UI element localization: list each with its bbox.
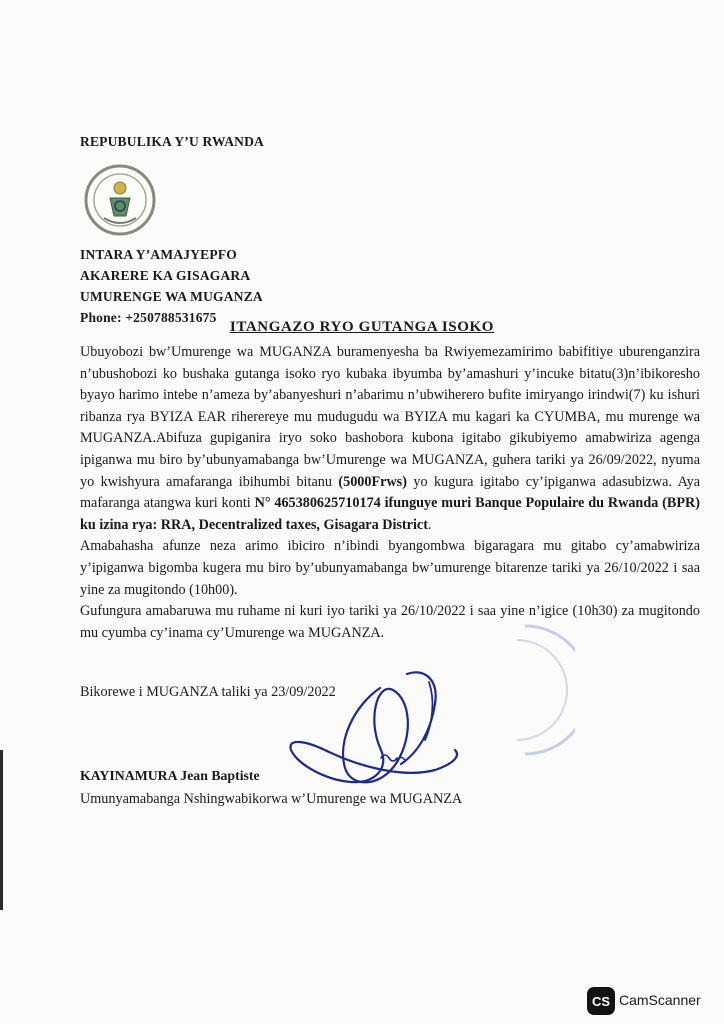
signer-name: KAYINAMURA Jean Baptiste [80,768,260,783]
paragraph-tender-details [80,342,700,536]
rwanda-coat-of-arms-emblem [80,160,160,240]
announcement-body [80,342,700,644]
country-name: REPUBULIKA Y’U RWANDA [80,134,264,149]
bank-account-details: N° 465380625710174 ifunguye muri Banque Populaire du Rwanda (BPR) ku izina rya: RRA, Decentralized taxes, Gisagara District [80,495,700,533]
province-name: INTARA Y’AMAJYEPFO [80,247,237,262]
signer-title: Umunyamabanga Nshingwabikorwa w’Umurenge wa MUGANZA [80,791,463,807]
handwritten-signature [285,660,475,805]
phone-number: Phone: +250788531675 [80,310,217,325]
scan-edge-line [0,750,3,910]
body-text: . [427,516,432,533]
fee-amount: (5000Frws) [338,473,407,490]
camscanner-logo-icon: CS [587,987,615,1015]
camscanner-watermark: CamScanner [619,992,701,1008]
place-and-date: Bikorewe i MUGANZA taliki ya 23/09/2022 [80,684,336,700]
sector-name: UMURENGE WA MUGANZA [80,289,263,304]
document-title: ITANGAZO RYO GUTANGA ISOKO [229,319,495,335]
district-name: AKARERE KA GISAGARA [80,268,251,283]
body-text: yo kugura igitabo cy’ipiganwa adasubizwa. Aya mafaranga atangwa kuri konti [80,473,700,512]
body-text: Ubuyobozi bw’Umurenge wa MUGANZA buramenyesha ba Rwiyemezamirimo babifitiye uburenganzira n’ubushobozi ko bushaka gutanga isoko ryo kubaka ibyumba by’amashuri y’incuke bitatu(3)n’ibikoresho byayo harimo intebe n’ameza by’abanyeshuri n’abarimu n’ubwiherero bufite imiryango irindwi(7) ku ishuri ribanza rya BYIZA EAR riherereye mu mudugudu wa BYIZA mu kagari ka CYUMBA, mu murenge wa MUGANZA.Abifuza gupiganira iryo soko bashobora kubona igitabo gikubiyemo amabwiriza agenga ipiganwa mu biro by’ubunyamabanga bw’Umurenge wa MUGANZA, guhera tariki ya 26/09/2022, nyuma yo kwishyura amafaranga ibihumbi bitanu [80,344,700,490]
paragraph-bid-opening: Gufungura amabaruwa mu ruhame ni kuri iyo tariki ya 26/10/2022 i saa yine n’igice (10h30) za mugitondo mu cyumba cy’inama cy’Umurenge wa MUGANZA. [80,603,700,641]
paragraph-submission-deadline: Amabahasha afunze neza arimo ibiciro n’ibindi byangombwa bigaragara mu gitabo cy’amabwiriza y’ipiganwa bigomba kugera mu biro by’ubunyamabanga bw’umurenge bitarenze tariki ya 26/10/2022 i saa yine za mugitondo (10h00). [80,538,700,598]
